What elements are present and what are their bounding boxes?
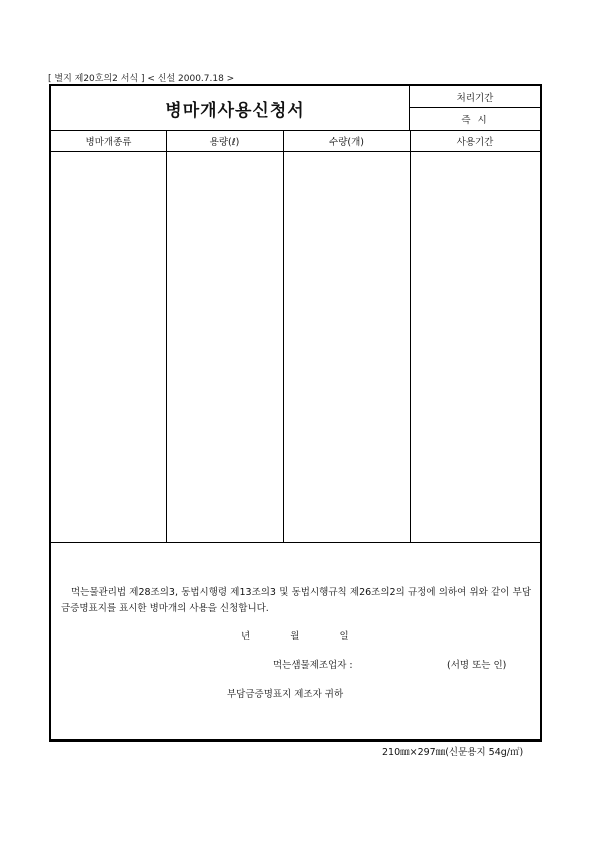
date-day-label: 일 — [339, 631, 349, 642]
form-number-header: [ 별지 제20호의2 서식 ] < 신설 2000.7.18 > — [48, 74, 235, 84]
paper-spec: 210㎜×297㎜(신문용지 54g/㎡) — [382, 747, 524, 758]
column-header-capacity: 용량(ℓ) — [166, 131, 283, 152]
date-month-label: 월 — [290, 631, 300, 642]
date-year-label: 년 — [241, 631, 251, 642]
form-title: 병마개사용신청서 — [165, 100, 305, 121]
processing-period-label: 처리기간 — [410, 86, 540, 108]
processing-period-value: 즉 시 — [410, 108, 540, 131]
title-cell — [51, 86, 410, 131]
date-line — [241, 628, 349, 642]
table-bottom-rule — [51, 542, 540, 543]
column-header-quantity: 수량(개) — [283, 131, 410, 152]
column-header-cap-type: 병마개종류 — [51, 131, 166, 152]
column-divider — [283, 131, 284, 543]
addressee: 부담금증명표지 제조자 귀하 — [227, 689, 344, 700]
column-divider — [166, 131, 167, 543]
application-form — [49, 84, 542, 742]
column-divider — [410, 131, 411, 543]
column-header-usage-period: 사용기간 — [410, 131, 540, 152]
signature-note: (서명 또는 인) — [447, 660, 507, 671]
applicant-label: 먹는샘물제조업자 : — [273, 660, 353, 671]
application-statement: 먹는물관리법 제28조의3, 동법시행령 제13조의3 및 동법시행규칙 제26조의2의 규정에 의하여 위와 같이 부담금증명표지를 표시한 병마개의 사용을 신청합니다. — [61, 587, 531, 614]
